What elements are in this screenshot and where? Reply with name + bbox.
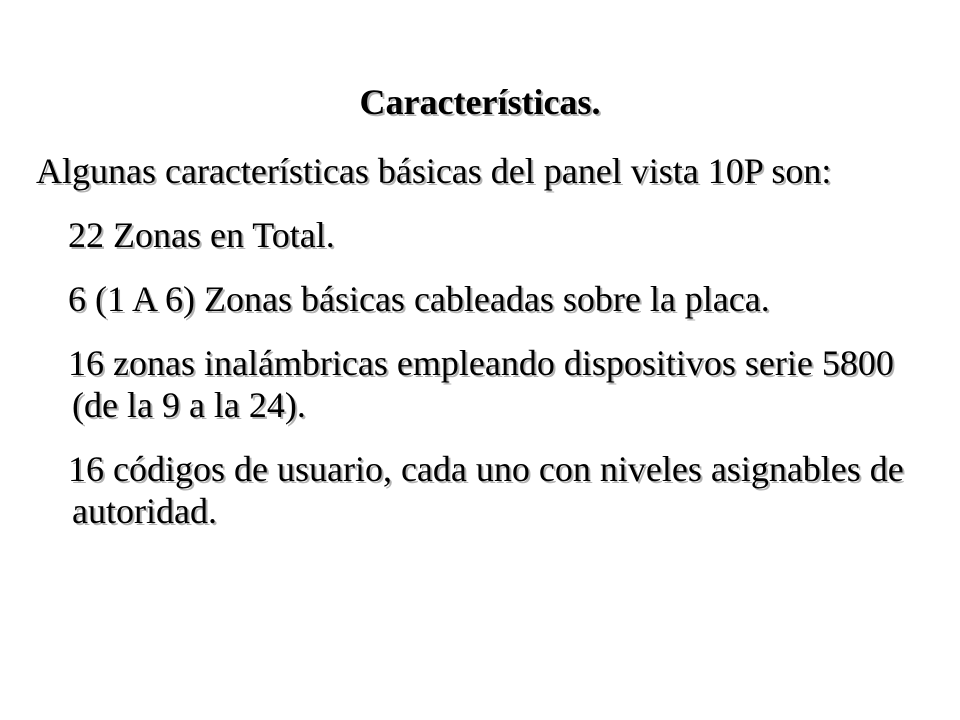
intro-paragraph: Algunas características básicas del panel vista 10P son: [36, 151, 832, 191]
slide-title: Características. [359, 82, 601, 122]
list-item: 22 Zonas en Total. [68, 215, 335, 255]
slide-body [36, 150, 916, 532]
list-item: 16 códigos de usuario, cada uno con niveles asignables de autoridad. [68, 449, 904, 531]
list-item: 16 zonas inalámbricas empleando dispositivos serie 5800 (de la 9 a la 24). [68, 343, 894, 425]
list-item: 6 (1 A 6) Zonas básicas cableadas sobre la placa. [68, 279, 770, 319]
